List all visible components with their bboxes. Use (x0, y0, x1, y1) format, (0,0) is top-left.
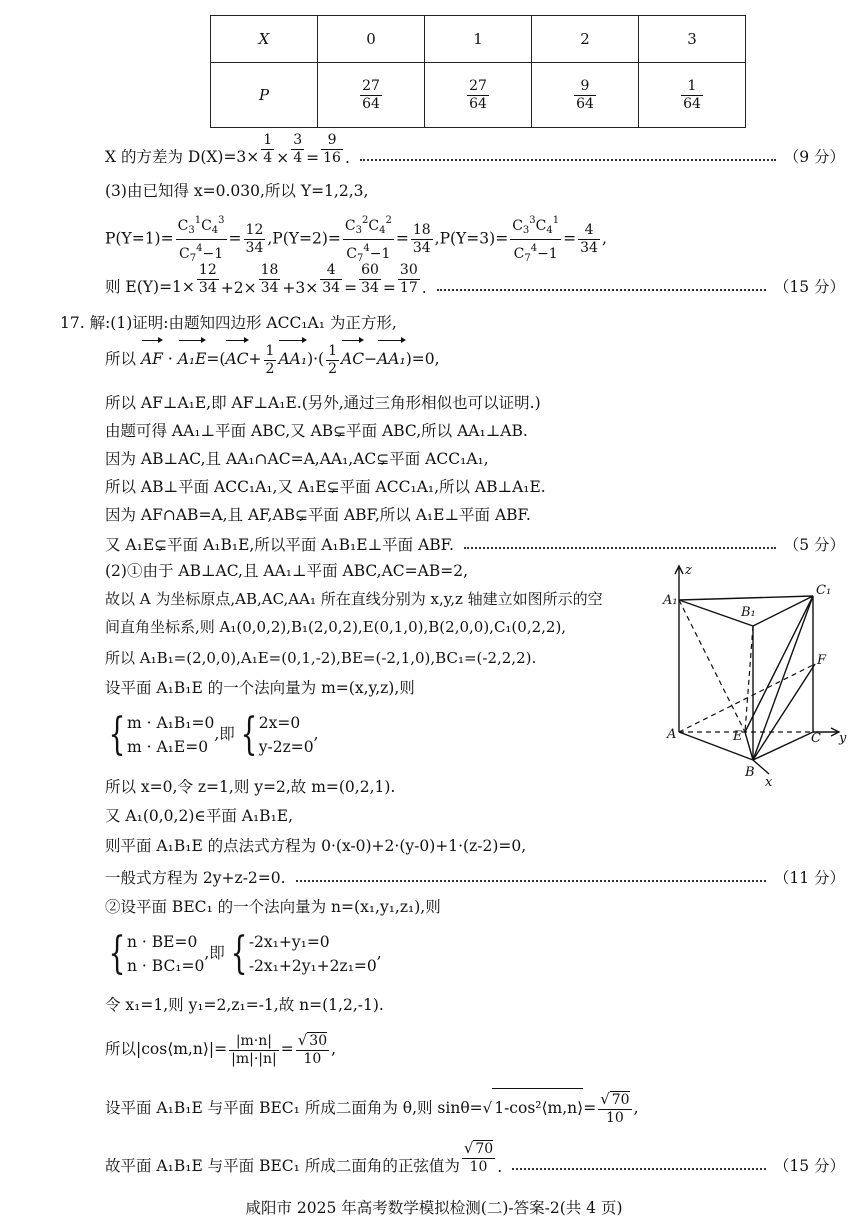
text-line: (2)①由于 AB⊥AC,且 AA₁⊥平面 ABC,AC=AB=2, (105, 562, 469, 580)
score-line: 一般式方程为 2y+z-2=0. （11 分） (105, 866, 845, 888)
x-axis (753, 760, 769, 774)
label-a: A (667, 727, 677, 742)
final-answer-line: 故平面 A₁B₁E 与平面 BEC₁ 所成二面角的正弦值为 $\frac{√ 70}{10}$ . （15 分） (105, 1139, 845, 1176)
probability-line: P(Y=1)= $\frac{C_3^1C_4^3}{C_7^4-1}$ = $\frac{12}{34}$ ,P(Y=2)= $\frac{C_3^2C_4^2}{C_7^4-1}$ = $\frac{18}{34}$ ,P(Y=3)= $\frac{C_3^3C_4^1}{C_7^4-1}$ = $\frac{4}{34}$ , (105, 212, 607, 267)
table-header-cell: 2 (532, 16, 639, 63)
text-line: 又 A₁(0,0,2)∈平面 A₁B₁E, (105, 807, 294, 825)
score-label: （15 分） (773, 1157, 845, 1175)
label-c1: C₁ (816, 583, 832, 598)
text-line: 所以 AB⊥平面 ACC₁A₁,又 A₁E⊊平面 ACC₁A₁,所以 AB⊥A₁E. (105, 478, 546, 496)
table-cell: $\frac{27}{64}$ (318, 63, 425, 128)
table-header-cell: 3 (639, 16, 746, 63)
text-line: 因为 AB⊥AC,且 AA₁∩AC=A,AA₁,AC⊊平面 ACC₁A₁, (105, 450, 489, 468)
label-b1: B₁ (741, 605, 756, 620)
vector-product-line: 所以 AF · A₁E=(AC+ $\frac{1}{2}$ AA₁)·( $\frac{1}{2}$ AC−AA₁)=0, (105, 342, 440, 377)
label-e: E (733, 729, 743, 744)
text-line: 则平面 A₁B₁E 的点法式方程为 0·(x-0)+2·(y-0)+1·(z-2)=0, (105, 837, 527, 855)
page-footer: 咸阳市 2025 年高考数学模拟检测(二)-答案-2(共 4 页) (245, 1199, 623, 1217)
text-line: 间直角坐标系,则 A₁(0,0,2),B₁(2,0,2),E(0,1,0),B(2,0,0),C₁(0,2,2), (105, 618, 567, 636)
table-header-cell: 1 (425, 16, 532, 63)
label-f: F (817, 653, 827, 668)
text-line: 所以 x=0,令 z=1,则 y=2,故 m=(0,2,1). (105, 778, 396, 796)
score-line: 又 A₁E⊊平面 A₁B₁E,所以平面 A₁B₁E⊥平面 ABF. （5 分） (105, 533, 845, 555)
line-b1e (745, 626, 753, 732)
line-bc1 (753, 596, 813, 760)
question-17-heading: 17. 解:(1)证明:由题知四边形 ACC₁A₁ 为正方形, (60, 314, 397, 332)
line-af (679, 664, 815, 732)
variance-line: X 的方差为 D(X)=3× $\frac{1}{4}$ × $\frac{3}{4}$ = $\frac{9}{16}$ . （9 分） (105, 132, 845, 167)
label-y: y (839, 731, 847, 746)
score-label: （11 分） (773, 869, 845, 887)
text-line: 由题可得 AA₁⊥平面 ABC,又 AB⊊平面 ABC,所以 AA₁⊥AB. (105, 422, 528, 440)
text-line: ②设平面 BEC₁ 的一个法向量为 n=(x₁,y₁,z₁),则 (105, 898, 441, 916)
prism-figure (665, 560, 855, 790)
cosine-line: 所以|cos⟨m,n⟩|= $\frac{|m\cdot n|}{|m|\cdot|n|}$ = $\frac{√ 30}{10}$ , (105, 1031, 337, 1067)
label-x: x (765, 775, 773, 790)
text-line: 设平面 A₁B₁E 的一个法向量为 m=(x,y,z),则 (105, 679, 415, 697)
distribution-table (210, 15, 746, 128)
label-c: C (811, 731, 821, 746)
table-cell: $\frac{1}{64}$ (639, 63, 746, 128)
line-eb (745, 732, 753, 760)
equation-system-1: { m · A₁B₁=0 m · A₁E=0,即 { 2x=0 y-2z=0, (108, 709, 319, 760)
text-line: 故以 A 为坐标原点,AB,AC,AA₁ 所在直线分别为 x,y,z 轴建立如图所示的空 (105, 590, 603, 608)
score-label: （9 分） (783, 148, 845, 166)
text-line: (3)由已知得 x=0.030,所以 Y=1,2,3, (105, 182, 369, 200)
text-line: 所以 A₁B₁=(2,0,0),A₁E=(0,1,-2),BE=(-2,1,0),BC₁=(-2,2,2). (105, 649, 537, 667)
table-header-cell: 0 (318, 16, 425, 63)
table-row-label: P (211, 63, 318, 128)
sine-line: 设平面 A₁B₁E 与平面 BEC₁ 所成二面角为 θ,则 sinθ=√ 1-cos²⟨m,n⟩= $\frac{√ 70}{10}$ , (105, 1090, 639, 1126)
score-label: （15 分） (773, 278, 845, 296)
label-z: z (685, 563, 692, 578)
text-line: 所以 AF⊥A₁E,即 AF⊥A₁E.(另外,通过三角形相似也可以证明.) (105, 394, 541, 412)
equation-system-2: { n · BE=0 n · BC₁=0,即 { -2x₁+y₁=0 -2x₁+2y₁+2z₁=0, (108, 928, 382, 979)
label-a1: A₁ (663, 593, 678, 608)
label-b: B (745, 765, 755, 780)
text-line: 因为 AF∩AB=A,且 AF,AB⊊平面 ABF,所以 A₁E⊥平面 ABF. (105, 506, 531, 524)
table-cell: $\frac{9}{64}$ (532, 63, 639, 128)
table-cell: $\frac{27}{64}$ (425, 63, 532, 128)
expectation-line: 则 E(Y)=1× $\frac{12}{34}$ +2× $\frac{18}{34}$ +3× $\frac{4}{34}$ = $\frac{60}{34}$ = $\frac{30}{17}$ . （15 分） (105, 262, 845, 297)
text-line: 令 x₁=1,则 y₁=2,z₁=-1,故 n=(1,2,-1). (105, 996, 384, 1014)
score-label: （5 分） (783, 536, 845, 554)
table-header-x: X (211, 16, 318, 63)
